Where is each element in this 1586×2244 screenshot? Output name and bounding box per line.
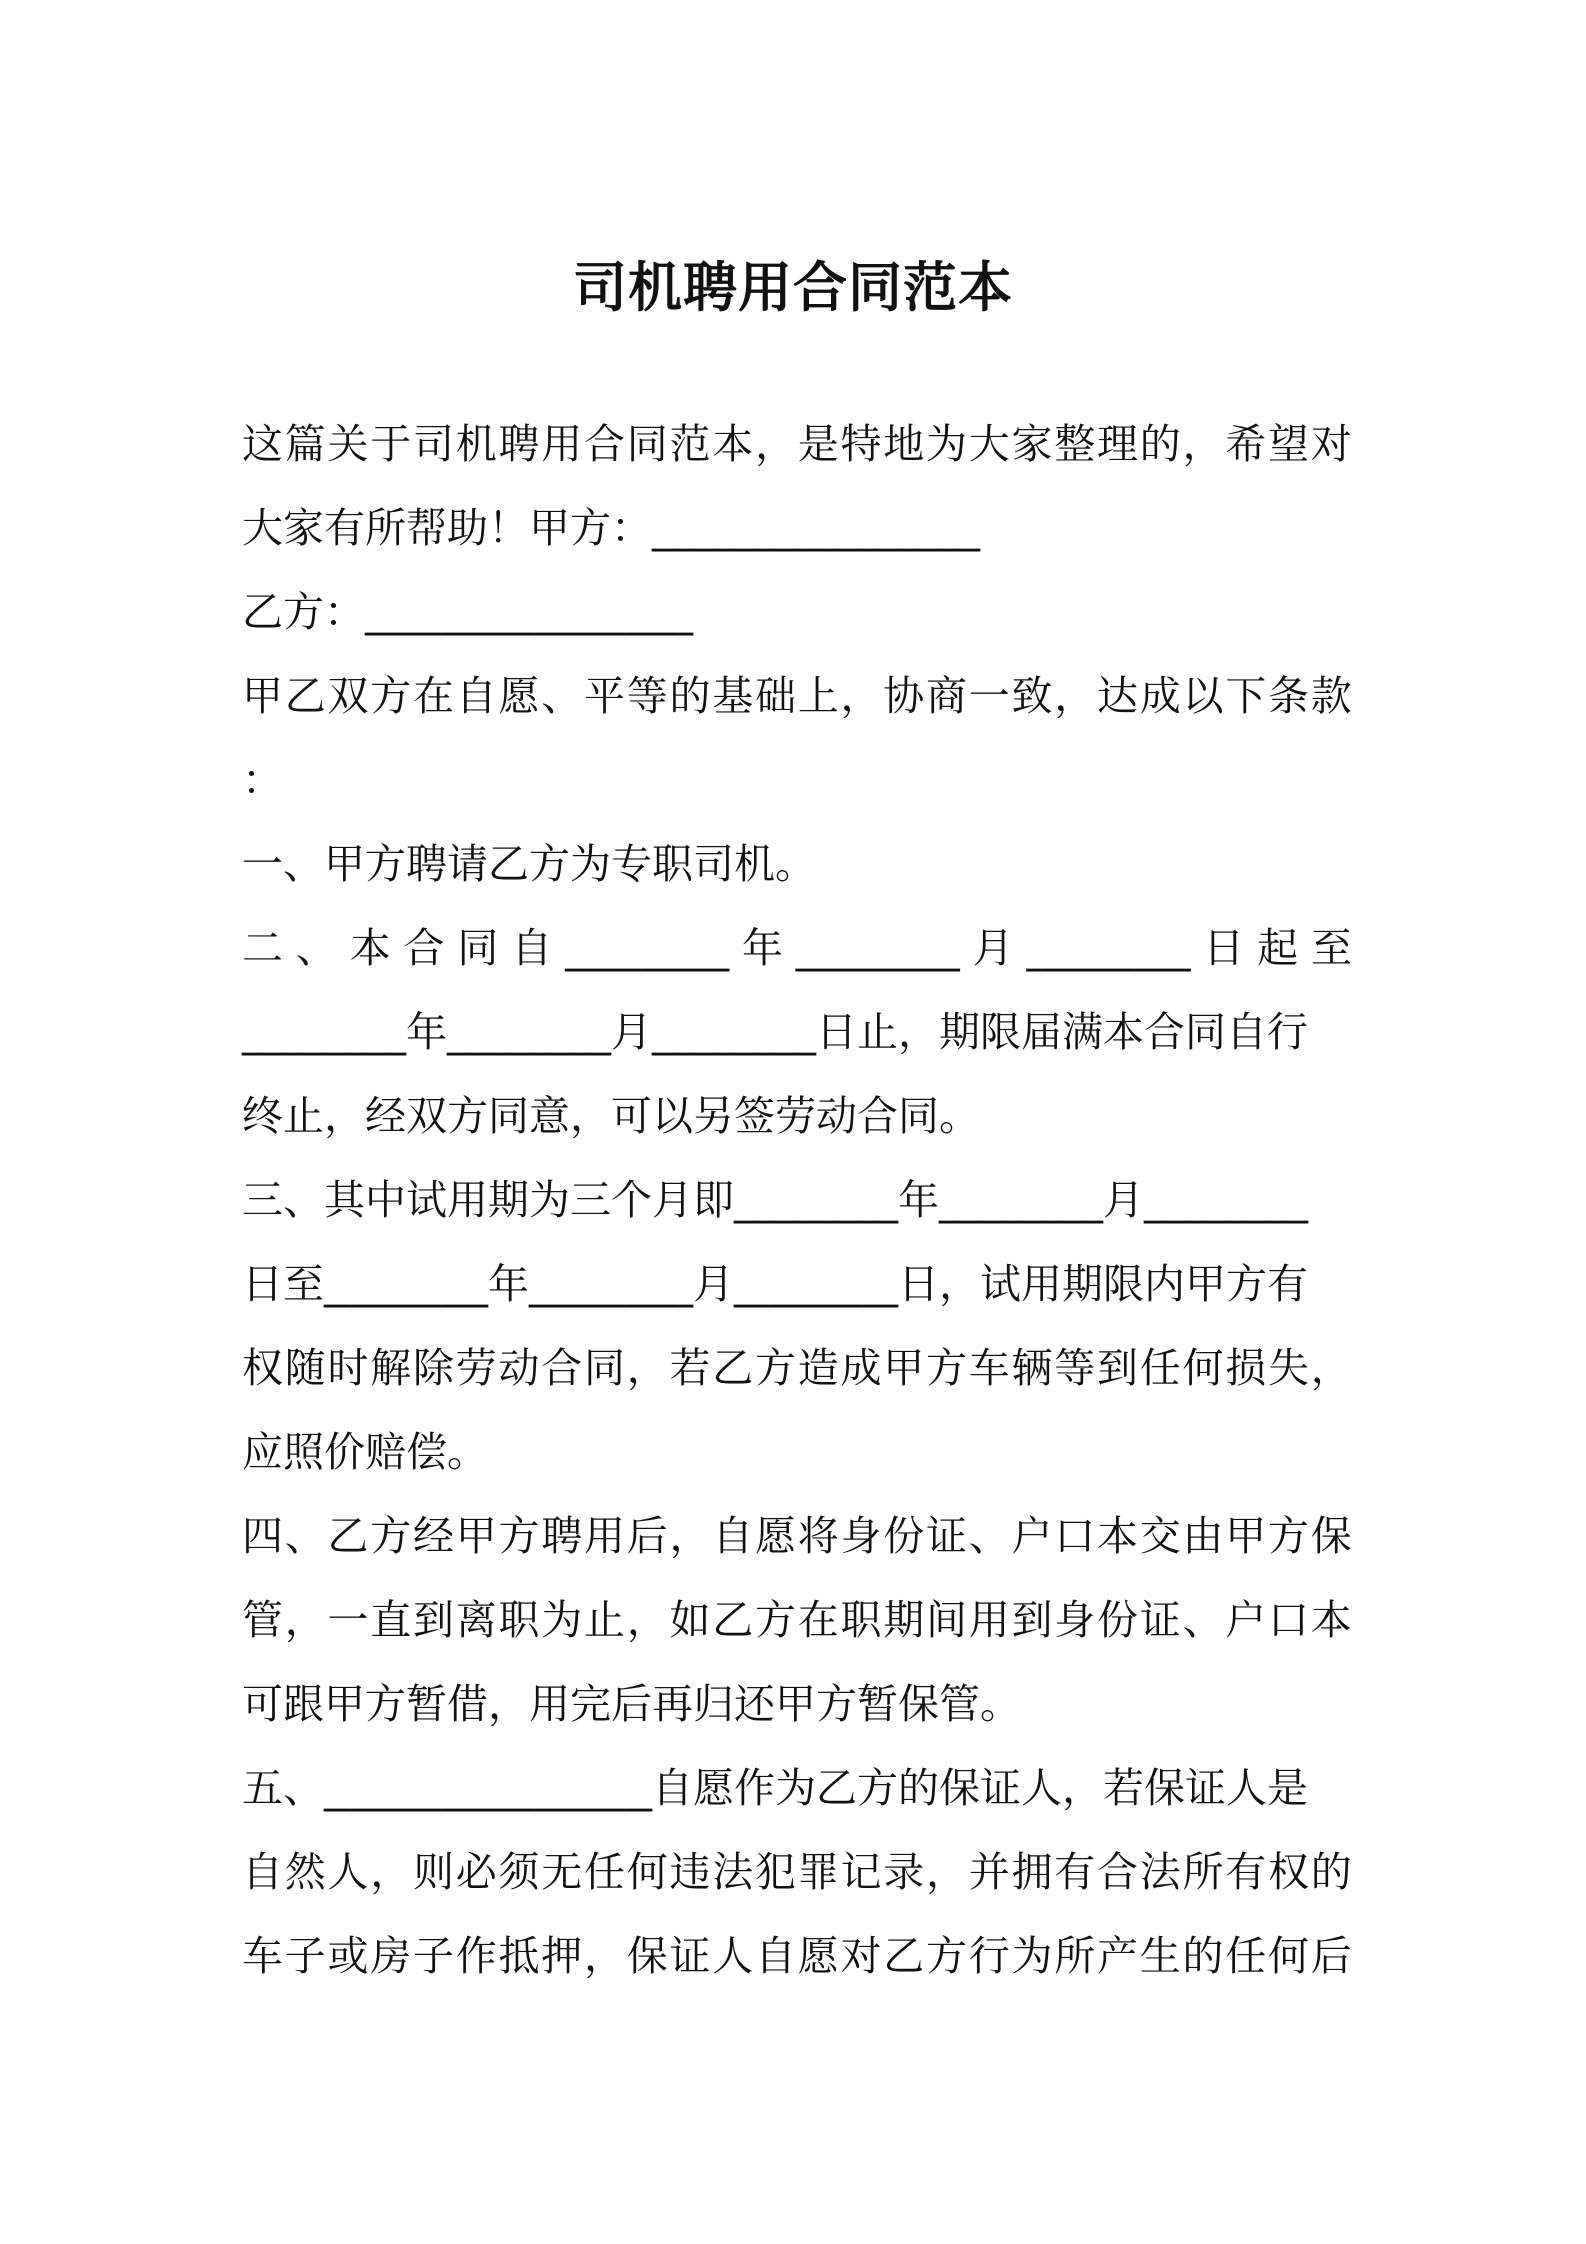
text-segment: 用 [584, 1512, 625, 1560]
text-segment: 愿 [797, 1932, 839, 1980]
text-segment: 一 [327, 1596, 369, 1644]
text-segment: 平 [584, 672, 625, 720]
text-line: 应照价赔偿。 [242, 1428, 488, 1476]
text-segment: 四 [242, 1512, 283, 1560]
text-segment: 愿 [755, 1512, 796, 1560]
text-segment: 方 [370, 672, 412, 720]
text-segment: 、 [295, 924, 337, 972]
text-line: ： [242, 756, 283, 804]
text-line [242, 906, 1352, 990]
text-segment: 人 [327, 1848, 369, 1896]
text-segment: 对 [1310, 420, 1352, 468]
text-segment: 自 [755, 1932, 796, 1980]
text-segment: 、 [284, 1512, 326, 1560]
text-segment: ， [669, 1512, 711, 1560]
text-segment: 乙 [327, 1512, 369, 1560]
text-segment: ， [284, 1596, 326, 1644]
text-segment: 职 [498, 1596, 540, 1644]
text-segment: 成 [840, 1344, 882, 1392]
text-segment: 造 [797, 1344, 839, 1392]
text-segment: 后 [626, 1512, 668, 1560]
text-segment: 篇 [284, 420, 326, 468]
text-segment: 份 [883, 1512, 925, 1560]
text-line [242, 1914, 1352, 1998]
text-segment: 双 [327, 672, 369, 720]
text-segment: 机 [455, 420, 497, 468]
text-segment: 甲 [883, 1344, 925, 1392]
text-segment: 子 [284, 1932, 326, 1980]
text-segment: 聘 [498, 420, 540, 468]
text-segment: 若 [669, 1344, 711, 1392]
text-segment: 等 [626, 672, 668, 720]
text-segment: 是 [797, 420, 839, 468]
text-segment: 解 [370, 1344, 412, 1392]
text-segment: ， [926, 1848, 967, 1896]
text-segment: 权 [242, 1344, 283, 1392]
text-segment: 身 [840, 1512, 882, 1560]
text-segment: 止 [584, 1596, 625, 1644]
text-segment: 协 [883, 672, 925, 720]
text-segment: 的 [1182, 1932, 1224, 1980]
text-segment: 损 [1225, 1344, 1267, 1392]
text-segment: 拥 [1011, 1848, 1053, 1896]
text-segment: 在 [797, 1596, 839, 1644]
text-segment: 证 [669, 1932, 711, 1980]
text-segment: 必 [455, 1848, 497, 1896]
document-title: 司机聘用合同范本 [573, 256, 1013, 319]
text-segment: 范 [669, 420, 711, 468]
text-segment: 、 [541, 672, 583, 720]
text-segment: 在 [413, 672, 454, 720]
text-segment: 如 [669, 1596, 711, 1644]
text-segment: 基 [712, 672, 754, 720]
text-segment: 经 [413, 1512, 454, 1560]
text-segment: 自 [712, 1512, 754, 1560]
text-segment: 车 [242, 1932, 283, 1980]
text-segment: 产 [1097, 1932, 1138, 1980]
text-segment: 法 [712, 1848, 754, 1896]
text-segment: 特 [840, 420, 882, 468]
text-line [242, 1326, 1352, 1410]
text-segment: 到 [1097, 1344, 1138, 1392]
text-segment: 何 [626, 1848, 668, 1896]
text-segment: 、 [968, 1512, 1010, 1560]
text-segment: 二 [242, 924, 283, 972]
text-line [242, 1242, 1352, 1326]
text-segment: 有 [1054, 1848, 1096, 1896]
text-segment: 成 [1139, 672, 1181, 720]
text-line: 大家有所帮助！甲方：________________ [242, 504, 980, 552]
text-segment: 希 [1225, 420, 1267, 468]
text-segment: 自 [511, 924, 553, 972]
text-segment: ________ [795, 924, 960, 972]
text-segment: 方 [1268, 1512, 1309, 1560]
text-segment: 款 [1310, 672, 1352, 720]
text-segment: 车 [968, 1344, 1010, 1392]
text-segment: 有 [1225, 1848, 1267, 1896]
text-segment: 本 [1097, 1512, 1138, 1560]
text-segment: 一 [968, 672, 1010, 720]
text-line: 乙方：________________ [242, 588, 693, 636]
text-line: 终止，经双方同意，可以另签劳动合同。 [242, 1092, 980, 1140]
text-segment: 并 [968, 1848, 1010, 1896]
text-segment: ， [840, 672, 882, 720]
text-segment: 户 [1225, 1596, 1267, 1644]
text-segment: 生 [1139, 1932, 1181, 1980]
text-segment: 五、________________自愿作为乙方的保证人，若保证人是 [242, 1764, 1308, 1812]
text-segment: 日至________年________月________日，试用期限内甲方有 [242, 1260, 1308, 1308]
text-segment: 后 [1310, 1932, 1352, 1980]
text-segment: 达 [1097, 672, 1138, 720]
text-segment: 除 [413, 1344, 454, 1392]
text-segment: 司 [413, 420, 454, 468]
text-segment: 对 [840, 1932, 882, 1980]
text-segment: 管 [242, 1596, 283, 1644]
text-segment: 任 [1139, 1344, 1181, 1392]
text-segment: 抵 [498, 1932, 540, 1980]
text-segment: 交 [1139, 1512, 1181, 1560]
text-segment: 条 [1268, 672, 1309, 720]
text-segment: 愿 [498, 672, 540, 720]
text-segment: 证 [926, 1512, 967, 1560]
text-segment: 到 [1011, 1596, 1053, 1644]
text-segment: 理 [1097, 420, 1138, 468]
text-segment: ， [755, 420, 796, 468]
text-segment: 任 [584, 1848, 625, 1896]
text-segment: 须 [498, 1848, 540, 1896]
document-body [242, 402, 1352, 1998]
text-line [242, 654, 1352, 738]
text-segment: 合 [403, 924, 445, 972]
text-segment: 职 [840, 1596, 882, 1644]
text-segment: 的 [669, 672, 711, 720]
text-segment: 合 [584, 420, 625, 468]
text-segment: 以 [1182, 672, 1224, 720]
text-segment: 自 [455, 672, 497, 720]
text-segment: 方 [755, 1596, 796, 1644]
text-segment: 家 [1011, 420, 1053, 468]
text-segment: 身 [1054, 1596, 1096, 1644]
text-segment: 劳 [455, 1344, 497, 1392]
text-line [242, 1494, 1352, 1578]
text-line [242, 1578, 1352, 1662]
text-segment: 整 [1054, 420, 1096, 468]
text-segment: 口 [1268, 1596, 1309, 1644]
text-segment: ， [370, 1848, 412, 1896]
text-segment: 然 [284, 1848, 326, 1896]
text-segment: 任 [1225, 1932, 1267, 1980]
text-segment: 方 [755, 1344, 796, 1392]
text-segment: 何 [1268, 1932, 1309, 1980]
text-line [242, 1746, 1352, 1830]
text-segment: 年 [741, 924, 783, 972]
text-segment: 或 [327, 1932, 369, 1980]
text-segment: 为 [926, 420, 967, 468]
text-segment: 自 [242, 1848, 283, 1896]
text-segment: 所 [1182, 1848, 1224, 1896]
text-segment: 望 [1268, 420, 1309, 468]
text-segment: 用 [968, 1596, 1010, 1644]
text-segment: 口 [1054, 1512, 1096, 1560]
text-segment: 为 [1011, 1932, 1053, 1980]
text-segment: 地 [883, 420, 925, 468]
text-segment: 罪 [797, 1848, 839, 1896]
text-segment: ， [626, 1596, 668, 1644]
text-segment: 关 [327, 420, 369, 468]
text-segment: 权 [1268, 1848, 1309, 1896]
text-segment: ________ [1026, 924, 1191, 972]
text-segment: 何 [1182, 1344, 1224, 1392]
text-segment: 甲 [1225, 1512, 1267, 1560]
text-segment: 乙 [712, 1344, 754, 1392]
text-segment: 将 [797, 1512, 839, 1560]
text-segment: 子 [413, 1932, 454, 1980]
text-segment: 乙 [712, 1596, 754, 1644]
text-segment: 人 [712, 1932, 754, 1980]
text-segment: ， [584, 1932, 625, 1980]
text-segment: ， [1182, 420, 1224, 468]
text-segment: 至 [1310, 924, 1352, 972]
text-segment: 乙 [284, 672, 326, 720]
text-segment: 、 [1182, 1596, 1224, 1644]
text-segment: 录 [883, 1848, 925, 1896]
text-segment: 所 [1054, 1932, 1096, 1980]
text-segment: ， [1310, 1344, 1352, 1392]
text-segment: 无 [541, 1848, 583, 1896]
text-segment: 押 [541, 1932, 583, 1980]
text-segment: 等 [1054, 1344, 1096, 1392]
text-segment: 大 [968, 420, 1010, 468]
text-segment: 这 [242, 420, 283, 468]
text-segment: 失 [1268, 1344, 1309, 1392]
text-segment: 份 [1097, 1596, 1138, 1644]
text-segment: 日 [1203, 924, 1245, 972]
text-segment: 保 [626, 1932, 668, 1980]
text-segment: ________年________月________日止，期限届满本合同自行 [242, 1008, 1308, 1056]
text-line: 一、甲方聘请乙方为专职司机。 [242, 840, 816, 888]
text-segment: ________ [565, 924, 730, 972]
text-segment: 方 [926, 1344, 967, 1392]
text-segment: 起 [1257, 924, 1299, 972]
text-segment: 同 [457, 924, 499, 972]
text-segment: 合 [1097, 1848, 1138, 1896]
text-segment: ， [1054, 672, 1096, 720]
text-segment: 同 [584, 1344, 625, 1392]
text-segment: 为 [541, 1596, 583, 1644]
text-segment: 证 [1139, 1596, 1181, 1644]
text-segment: 的 [1310, 1848, 1352, 1896]
text-segment: 于 [370, 420, 412, 468]
text-segment: 由 [1182, 1512, 1224, 1560]
text-segment: 离 [455, 1596, 497, 1644]
text-segment: 聘 [541, 1512, 583, 1560]
text-segment: 方 [370, 1512, 412, 1560]
text-segment: 本 [712, 420, 754, 468]
text-segment: 甲 [455, 1512, 497, 1560]
text-segment: 行 [968, 1932, 1010, 1980]
text-line [242, 1830, 1352, 1914]
text-segment: 月 [972, 924, 1014, 972]
text-segment: 本 [1310, 1596, 1352, 1644]
text-segment: ， [626, 1344, 668, 1392]
text-segment: 户 [1011, 1512, 1053, 1560]
text-segment: 本 [349, 924, 391, 972]
text-segment: 上 [797, 672, 839, 720]
text-segment: 期 [883, 1596, 925, 1644]
text-segment: 三、其中试用期为三个月即________年________月________ [242, 1176, 1308, 1224]
text-segment: 直 [370, 1596, 412, 1644]
text-segment: 方 [498, 1512, 540, 1560]
text-segment: 作 [455, 1932, 497, 1980]
text-segment: 辆 [1011, 1344, 1053, 1392]
text-segment: 的 [1139, 420, 1181, 468]
text-segment: 随 [284, 1344, 326, 1392]
text-line [242, 402, 1352, 486]
text-segment: 础 [755, 672, 796, 720]
text-segment: 同 [626, 420, 668, 468]
text-segment: 记 [840, 1848, 882, 1896]
text-segment: 保 [1310, 1512, 1352, 1560]
text-line [242, 1158, 1352, 1242]
text-segment: 方 [926, 1932, 967, 1980]
text-segment: 时 [327, 1344, 369, 1392]
text-segment: 违 [669, 1848, 711, 1896]
text-segment: 用 [541, 420, 583, 468]
text-line [242, 990, 1352, 1074]
text-segment: 商 [926, 672, 967, 720]
text-segment: 合 [541, 1344, 583, 1392]
text-segment: 乙 [883, 1932, 925, 1980]
text-segment: 致 [1011, 672, 1053, 720]
text-segment: 动 [498, 1344, 540, 1392]
text-segment: 法 [1139, 1848, 1181, 1896]
text-segment: 下 [1225, 672, 1267, 720]
text-segment: 甲 [242, 672, 283, 720]
text-line: 可跟甲方暂借，用完后再归还甲方暂保管。 [242, 1680, 1021, 1728]
text-segment: 则 [413, 1848, 454, 1896]
text-segment: 犯 [755, 1848, 796, 1896]
text-segment: 房 [370, 1932, 412, 1980]
text-segment: 到 [413, 1596, 454, 1644]
text-segment: 间 [926, 1596, 967, 1644]
